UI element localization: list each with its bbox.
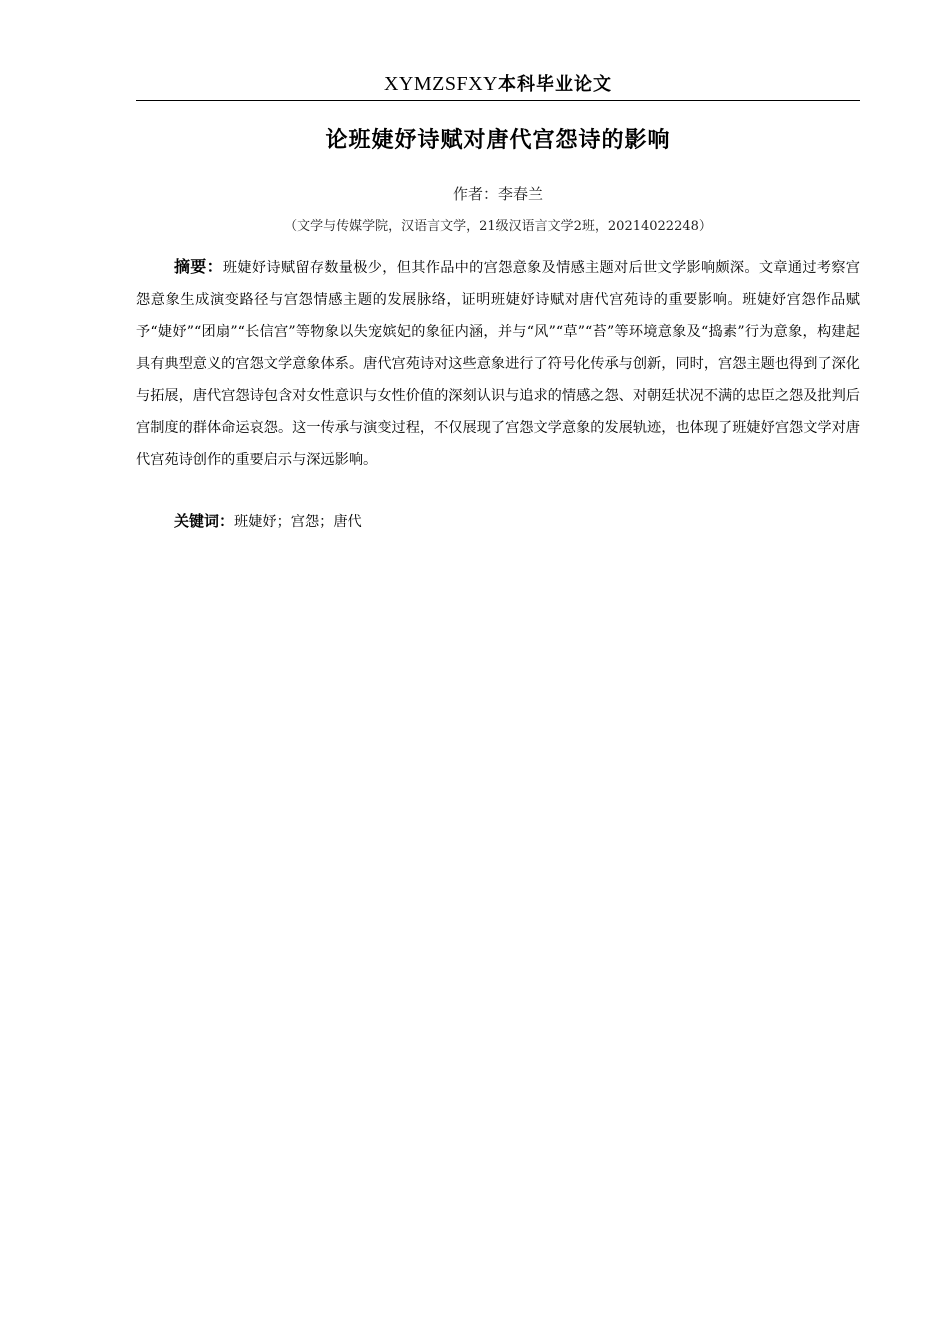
header-label: 本科毕业论文 <box>498 74 613 95</box>
header-code: XYMZSFXY <box>383 73 499 95</box>
running-header <box>136 70 860 100</box>
abstract-label: 摘要： <box>174 257 223 276</box>
abstract-paragraph <box>136 251 860 476</box>
affiliation-line: （文学与传媒学院，汉语言文学，21级汉语言文学2班，20214022248） <box>284 219 712 234</box>
keywords-label: 关键词： <box>174 512 235 530</box>
paper-title: 论班婕妤诗赋对唐代宫怨诗的影响 <box>325 128 671 153</box>
abstract-text: 班婕妤诗赋留存数量极少，但其作品中的宫怨意象及情感主题对后世文学影响颇深。文章通过考察宫怨意象生成演变路径与宫怨情感主题的发展脉络，证明班婕妤诗赋对唐代宫苑诗的重要影响。班婕妤宫怨作品赋予“婕妤”“团扇”“长信宫”等物象以失宠嫔妃的象征内涵，并与“风”“草”“苔”等环境意象及“捣素”行为意象，构建起具有典型意义的宫怨文学意象体系。唐代宫苑诗对这些意象进行了符号化传承与创新，同时，宫怨主题也得到了深化与拓展，唐代宫怨诗包含对女性意识与女性价值的深刻认识与追求的情感之怨、对朝廷状况不满的忠臣之怨及批判后宫制度的群体命运哀怨。这一传承与演变过程，不仅展现了宫怨文学意象的发展轨迹，也体现了班婕妤宫怨文学对唐代宫苑诗创作的重要启示与深远影响。 <box>136 260 860 468</box>
keywords-text: 班婕妤；宫怨；唐代 <box>234 514 362 530</box>
header-rule <box>136 100 860 101</box>
author-line: 作者：李春兰 <box>452 185 543 203</box>
keywords-paragraph <box>136 506 860 537</box>
